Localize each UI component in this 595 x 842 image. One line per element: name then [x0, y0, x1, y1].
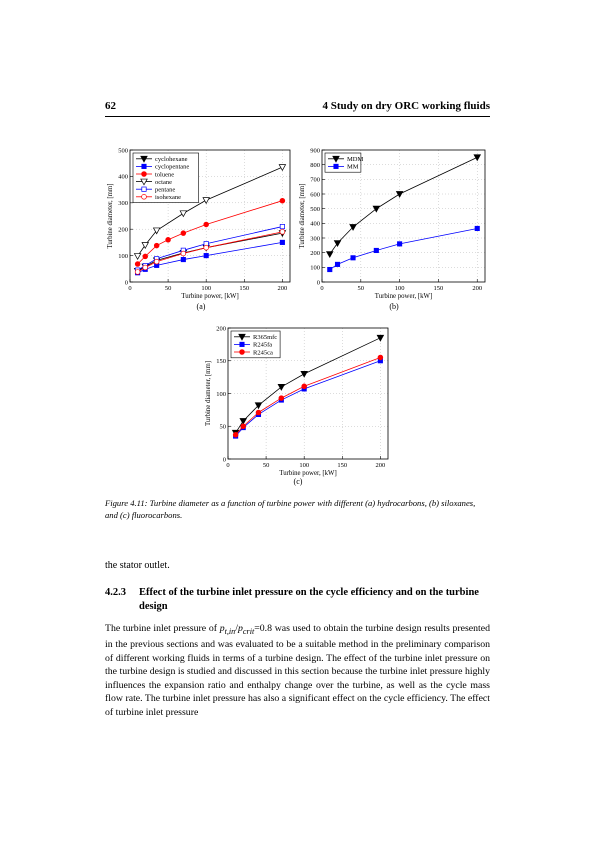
legend-label: cyclopentane	[155, 163, 190, 171]
data-point	[181, 251, 186, 256]
y-tick-label: 400	[310, 220, 320, 228]
legend	[133, 153, 199, 203]
legend-marker	[334, 164, 338, 168]
subfigure-label-c: (c)	[293, 477, 303, 486]
legend-label: MM	[347, 163, 359, 171]
x-tick-label: 100	[201, 285, 212, 292]
y-tick-label: 300	[310, 235, 320, 243]
y-tick-label: 200	[216, 325, 226, 333]
x-tick-label: 200	[375, 462, 386, 469]
data-point	[181, 231, 186, 236]
data-point	[396, 191, 402, 197]
legend	[231, 331, 280, 358]
legend-marker	[240, 342, 244, 346]
series-r245ca	[233, 355, 383, 437]
pressure-subscript-2: crit	[242, 626, 255, 636]
para-slash: /	[235, 623, 238, 634]
header-rule	[105, 116, 490, 117]
y-tick-label: 200	[118, 226, 128, 234]
data-point	[351, 256, 355, 260]
para-before: The turbine inlet pressure of	[105, 623, 220, 634]
legend-label: toluene	[155, 171, 175, 179]
data-point	[475, 226, 479, 230]
figure-caption: Figure 4.11: Turbine diameter as a function of turbine power with different (a) hydrocarbons, (b) siloxanes, and (c) fluorocarbons.	[105, 498, 476, 520]
data-point	[204, 245, 209, 250]
data-point	[166, 237, 171, 242]
section-number: 4.2.3	[105, 587, 126, 598]
data-point	[256, 410, 261, 415]
series-line	[138, 227, 283, 271]
legend-label: R365mfc	[253, 334, 278, 342]
data-point	[154, 259, 159, 264]
x-tick-label: 150	[433, 285, 444, 292]
data-point	[135, 270, 140, 275]
data-point	[280, 224, 284, 228]
data-point	[233, 432, 238, 437]
x-axis-label: Turbine power, [kW]	[374, 293, 433, 300]
data-point	[180, 211, 186, 217]
series-mm	[328, 226, 480, 271]
legend-marker	[142, 187, 146, 191]
legend-marker	[142, 194, 147, 199]
running-header	[105, 100, 490, 114]
data-point	[240, 418, 246, 424]
page-number: 62	[105, 100, 116, 112]
y-tick-label: 100	[216, 390, 226, 398]
y-tick-label: 0	[316, 279, 320, 287]
y-tick-label: 100	[310, 264, 320, 272]
body-paragraph	[105, 622, 490, 719]
y-tick-label: 0	[124, 279, 128, 287]
x-tick-label: 50	[262, 462, 270, 469]
data-point	[327, 252, 333, 258]
y-tick-label: 900	[310, 147, 320, 155]
data-point	[328, 267, 332, 271]
legend-label: pentane	[155, 186, 176, 194]
y-tick-label: 50	[219, 423, 226, 431]
legend-label: cyclohexane	[155, 156, 188, 164]
legend-marker	[142, 172, 147, 177]
x-tick-label: 150	[239, 285, 250, 292]
y-tick-label: 150	[216, 358, 226, 366]
y-tick-label: 500	[310, 205, 320, 213]
data-point	[378, 355, 383, 360]
y-tick-label: 700	[310, 176, 320, 184]
data-point	[374, 248, 378, 252]
stator-outlet-text: the stator outlet.	[105, 560, 170, 571]
data-point	[335, 262, 339, 266]
data-point	[334, 241, 340, 247]
x-tick-label: 0	[320, 285, 324, 292]
y-tick-label: 100	[118, 252, 128, 260]
data-point	[154, 243, 159, 248]
series-line	[330, 228, 477, 269]
series-line	[138, 233, 283, 271]
x-tick-label: 50	[164, 285, 172, 292]
x-tick-label: 100	[299, 462, 310, 469]
legend-label: isohexane	[155, 194, 181, 202]
legend-marker	[142, 164, 146, 168]
series-line	[138, 232, 283, 272]
x-tick-label: 0	[226, 462, 230, 469]
section-title: Effect of the turbine inlet pressure on the cycle efficiency and on the turbine design	[139, 587, 479, 612]
x-axis-label: Turbine power, [kW]	[181, 293, 239, 300]
legend-marker	[240, 350, 245, 355]
data-point	[204, 253, 208, 257]
x-tick-label: 150	[337, 462, 348, 469]
chart-b-siloxanes	[295, 140, 495, 310]
data-point	[135, 262, 140, 267]
data-point	[143, 254, 148, 259]
data-point	[280, 229, 285, 234]
x-tick-label: 200	[472, 285, 483, 292]
data-point	[377, 335, 383, 341]
legend-label: MDM	[347, 156, 364, 164]
x-tick-label: 0	[128, 285, 132, 292]
data-point	[280, 198, 285, 203]
x-tick-label: 100	[394, 285, 405, 292]
data-point	[143, 265, 148, 270]
data-point	[397, 242, 401, 246]
data-point	[134, 254, 140, 260]
y-tick-label: 600	[310, 191, 320, 199]
data-point	[302, 384, 307, 389]
x-tick-label: 200	[277, 285, 288, 292]
data-point	[301, 371, 307, 377]
legend-label: R245ca	[253, 349, 273, 357]
pressure-symbol-1: p	[219, 623, 225, 634]
section-heading	[105, 586, 490, 614]
subfigure-label-a: (a)	[196, 302, 206, 311]
pressure-symbol-2: p	[238, 623, 243, 634]
data-point	[241, 424, 246, 429]
para-after: =0.8 was used to obtain the turbine design results presented in the previous sections and was evaluated to be a suitable method in the preliminary comparison of different working fluids in terms of a turbine design. The effect of the turbine inlet pressure on the turbine design is studied and discussed in this section because the turbine inlet pressure highly influences the expansion ratio and enthalpy change over the turbine, as well as the cycle mass flow rate. The turbine inlet pressure has also a significant effect on the cycle efficiency. The effect of turbine inlet pressure	[105, 623, 491, 718]
data-point	[181, 257, 185, 261]
y-axis-label: Turbine diameter, [mm]	[299, 183, 306, 249]
subfigure-label-b: (b)	[389, 302, 399, 311]
data-point	[474, 155, 480, 161]
x-tick-label: 50	[357, 285, 365, 292]
y-axis-label: Turbine diameter, [mm]	[205, 361, 212, 426]
data-point	[278, 384, 284, 390]
pressure-subscript-1: t,in	[224, 626, 236, 636]
y-tick-label: 500	[118, 147, 128, 155]
legend	[325, 153, 363, 172]
legend-label: octane	[155, 178, 172, 186]
y-tick-label: 400	[118, 173, 128, 181]
data-point	[280, 240, 284, 244]
data-point	[373, 206, 379, 212]
y-axis-label: Turbine diameter, [mm]	[107, 183, 114, 249]
chapter-title: 4 Study on dry ORC working fluids	[322, 100, 490, 112]
data-point	[279, 396, 284, 401]
chart-c-fluorocarbons	[198, 318, 398, 486]
x-axis-label: Turbine power, [kW]	[279, 470, 337, 477]
legend-label: R245fa	[253, 341, 273, 349]
data-point	[142, 242, 148, 248]
y-tick-label: 200	[310, 249, 320, 257]
y-tick-label: 800	[310, 161, 320, 169]
y-tick-label: 300	[118, 200, 128, 208]
data-point	[279, 165, 285, 171]
data-point	[204, 222, 209, 227]
y-tick-label: 0	[222, 456, 226, 464]
data-point	[203, 198, 209, 204]
chart-a-hydrocarbons	[100, 140, 300, 310]
